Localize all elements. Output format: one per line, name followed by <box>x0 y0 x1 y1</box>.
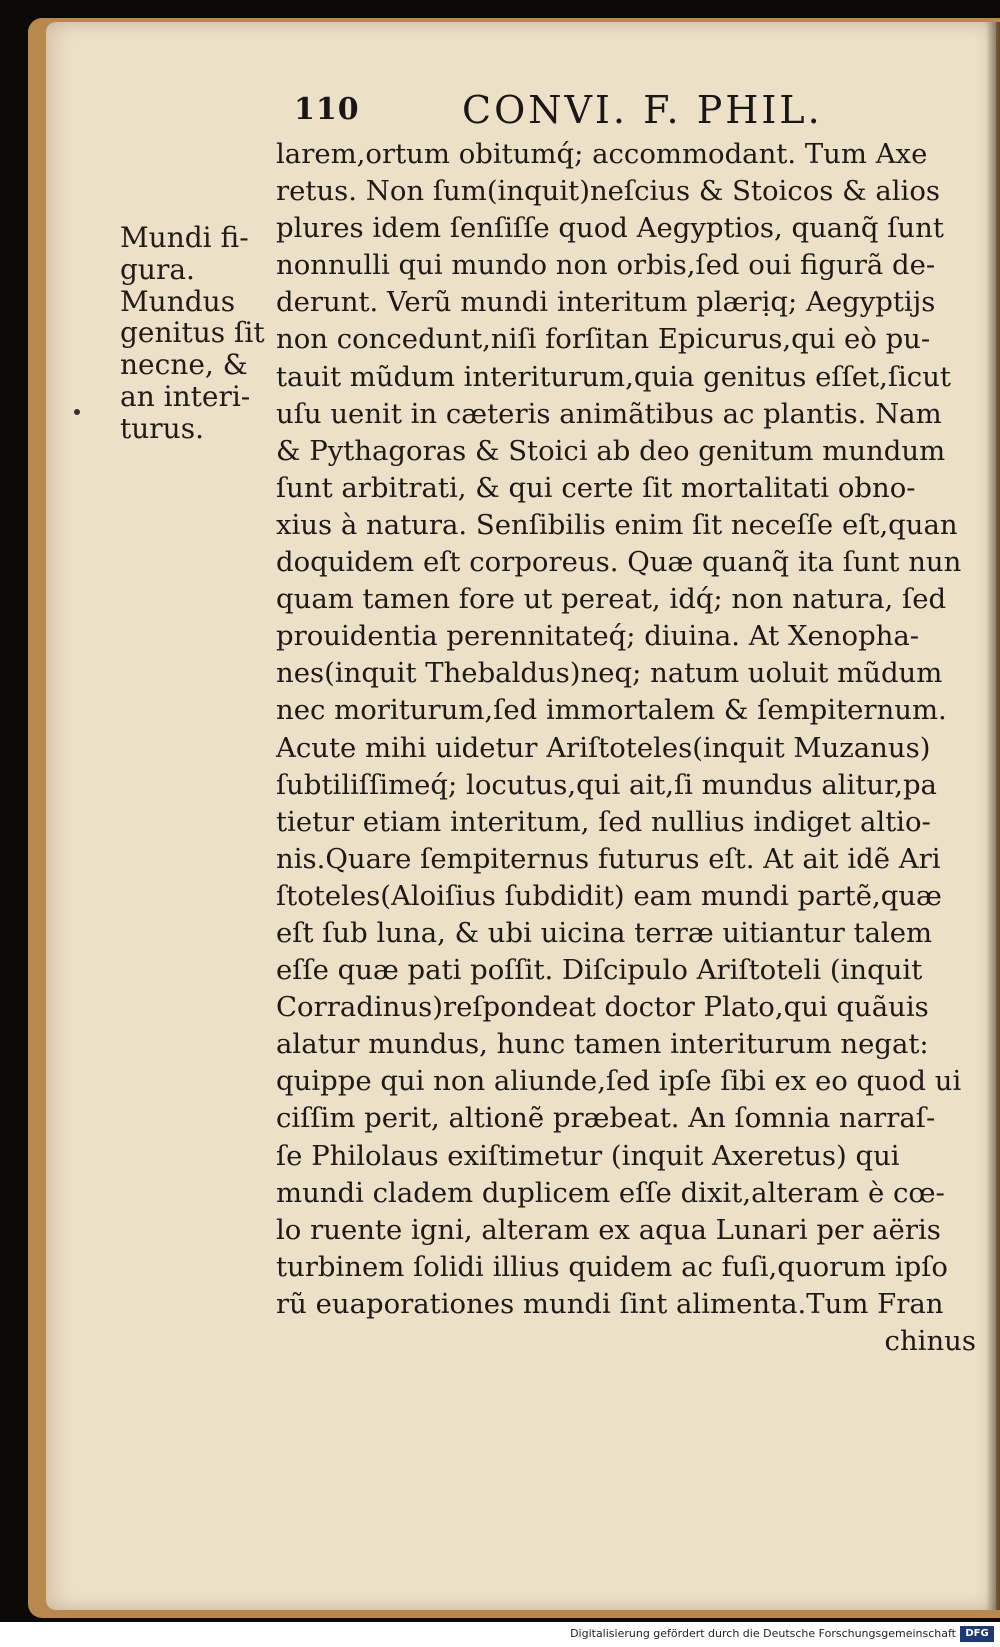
text-line: lo ruente igni, alteram ex aqua Lunari per aëris <box>276 1213 941 1246</box>
text-line: tauit mũdum interiturum,quia genitus eſſet,ſicut <box>276 360 951 393</box>
text-line: ciſſim perit, altionẽ præbeat. An ſomnia narraſ- <box>276 1102 936 1135</box>
text-line: ſe Philolaus exiſtimetur (inquit Axeretus) qui <box>276 1139 900 1172</box>
catchword: chinus <box>884 1325 976 1357</box>
margin-notes <box>120 222 270 445</box>
text-line: doquidem eſt corporeus. Quæ quanq̃ ita ſunt nun <box>276 546 962 579</box>
page-number: 110 <box>294 92 360 127</box>
text-line: uſu uenit in cæteris animãtibus ac plantis. Nam <box>276 397 942 430</box>
page-header <box>294 88 974 138</box>
margin-note-line: necne, & <box>120 348 248 382</box>
text-line: eſſe quæ pati poſſit. Diſcipulo Ariſtoteli (inquit <box>276 954 923 987</box>
text-line: Acute mihi uidetur Ariſtoteles(inquit Muzanus) <box>276 731 931 764</box>
text-line: larem,ortum obitumq́; accommodant. Tum Axe <box>276 138 928 170</box>
text-line: rũ euaporationes mundi ſint alimenta.Tum Fran <box>276 1287 944 1320</box>
book-gutter-shadow <box>986 22 1000 1610</box>
text-line: eſt ſub luna, & ubi uicina terræ uitiantur talem <box>276 916 933 949</box>
text-line: alatur mundus, hunc tamen interiturum negat: <box>276 1028 929 1061</box>
main-text-block <box>276 136 976 1360</box>
margin-note-line: an interi- <box>120 379 251 413</box>
text-line: nes(inquit Thebaldus)neq; natum uoluit mũdum <box>276 657 943 690</box>
digitization-footer <box>0 1622 1000 1647</box>
margin-note-line: Mundi fi- <box>120 221 249 254</box>
text-line: prouidentia perennitateq́; diuina. At Xenopha- <box>276 620 920 653</box>
scan-top-border <box>0 0 1000 18</box>
footer-credit: Digitalisierung gefördert durch die Deutsche Forschungsgemeinschaft <box>570 1627 956 1640</box>
dfg-logo-icon: DFG <box>960 1626 994 1642</box>
text-line: quam tamen fore ut pereat, idq́; non natura, ſed <box>276 583 947 616</box>
text-line: nonnulli qui mundo non orbis,ſed oui figurã de- <box>276 249 936 282</box>
text-line: retus. Non ſum(inquit)neſcius & Stoicos & alios <box>276 175 941 208</box>
text-line: derunt. Verũ mundi interitum plærịq; Aegyptijs <box>276 286 936 319</box>
text-line: mundi cladem duplicem eſſe dixit,alteram è cœ- <box>276 1176 945 1209</box>
text-line: tietur etiam interitum, ſed nullius indiget altio- <box>276 805 931 838</box>
margin-note-line: genitus ſit <box>120 316 265 350</box>
margin-note-line: Mundus <box>120 284 236 318</box>
text-line: ſtoteles(Aloiſius ſubdidit) eam mundi partẽ,quæ <box>276 879 942 912</box>
text-line: turbinem ſolidi illius quidem ac fuſi,quorum ipſo <box>276 1250 948 1283</box>
text-line: non concedunt,niſi forſitan Epicurus,qui eò pu- <box>276 323 931 356</box>
text-line: quippe qui non aliunde,ſed ipſe ſibi ex eo quod ui <box>276 1065 962 1098</box>
text-line: nis.Quare ſempiternus futurus eſt. At ait idẽ Ari <box>276 842 941 875</box>
margin-mark <box>74 409 80 415</box>
margin-note-line: gura. <box>120 252 195 286</box>
text-line: & Pythagoras & Stoici ab deo genitum mundum <box>276 434 946 467</box>
margin-note-line: turus. <box>120 411 204 445</box>
running-head: CONVI. F. PHIL. <box>462 88 823 132</box>
text-line: plures idem ſenſiſſe quod Aegyptios, quanq̃ ſunt <box>276 212 944 245</box>
text-line: ſubtiliſſimeq́; locutus,qui ait,ſi mundus alitur,pa <box>276 768 937 801</box>
text-line: Corradinus)reſpondeat doctor Plato,qui quãuis <box>276 991 929 1024</box>
text-line: nec moriturum,ſed immortalem & ſempiternum. <box>276 694 947 727</box>
text-line: ſunt arbitrati, & qui certe ſit mortalitati obno- <box>276 471 916 504</box>
text-line: xius à natura. Senſibilis enim ſit neceſſe eſt,quan <box>276 508 958 541</box>
